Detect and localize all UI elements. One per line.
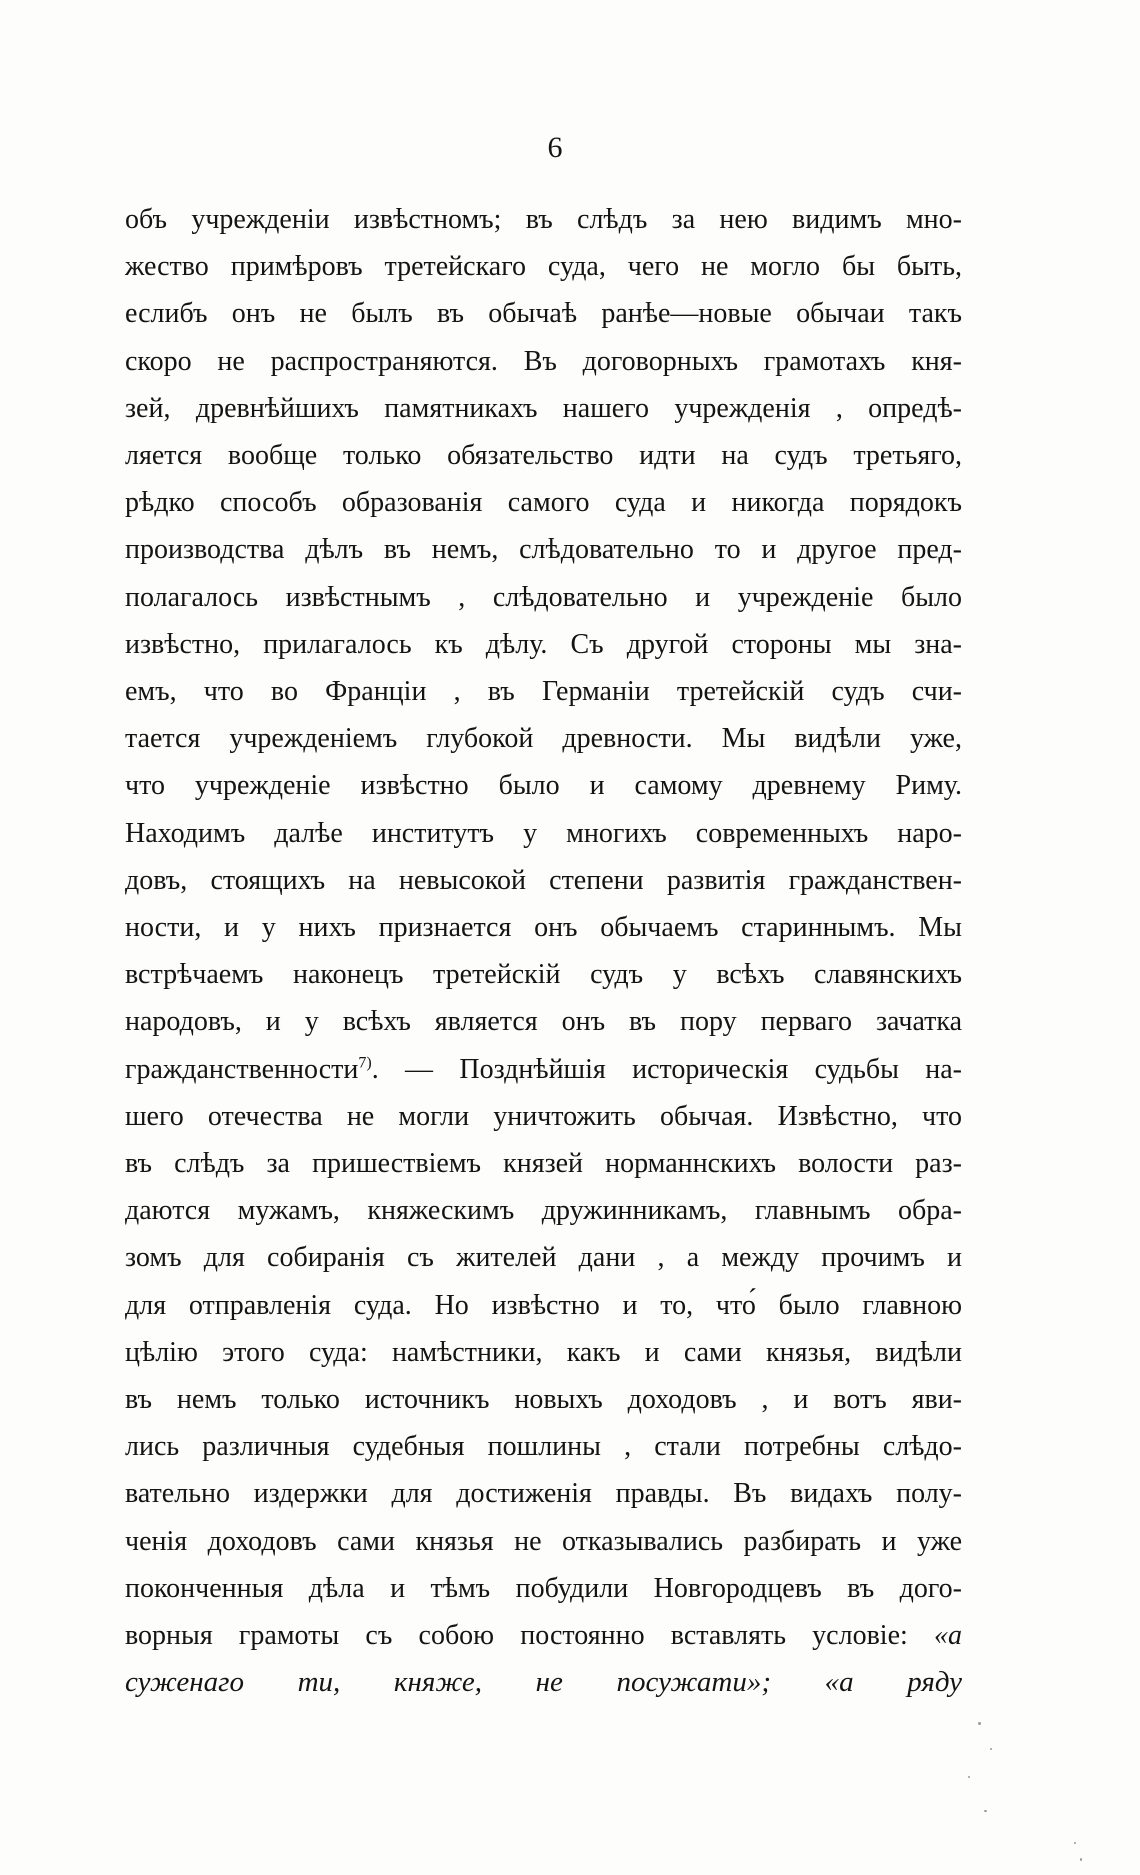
text-line: ченія доходовъ сами князья не отказывались разбирать и уже	[125, 1525, 962, 1557]
scan-speck	[1074, 1842, 1076, 1844]
text-line: зей, древнѣйшихъ памятникахъ нашего учрежденія , опредѣ-	[125, 392, 962, 424]
text-line: зомъ для собиранія съ жителей дани , а между прочимъ и	[125, 1242, 962, 1274]
text-line: Находимъ далѣе институтъ у многихъ современныхъ наро-	[125, 817, 962, 849]
text-line-with-quote	[125, 1612, 962, 1659]
text-line-with-footnote	[125, 1046, 962, 1093]
text-segment: гражданственности	[125, 1053, 359, 1085]
page-number: 6	[547, 131, 563, 164]
text-line: лись различныя судебныя пошлины , стали потребны слѣдо-	[125, 1431, 962, 1463]
text-line: полагалось извѣстнымъ , слѣдовательно и учрежденіе было	[125, 581, 962, 613]
text-line: шего отечества не могли уничтожить обычая. Извѣстно, что	[125, 1100, 962, 1132]
text-line: ности, и у нихъ признается онъ обычаемъ стариннымъ. Мы	[125, 912, 962, 944]
italic-quote-line: суженаго ти, княже, не посужати»; «а ряду	[125, 1666, 962, 1699]
text-line: въ немъ только источникъ новыхъ доходовъ , и вотъ яви-	[125, 1384, 962, 1416]
text-line: даются мужамъ, княжескимъ дружинникамъ, главнымъ обра-	[125, 1195, 962, 1227]
text-line: встрѣчаемъ наконецъ третейскій судъ у всѣхъ славянскихъ	[125, 959, 962, 991]
text-line: цѣлію этого суда: намѣстники, какъ и сами князья, видѣли	[125, 1336, 962, 1368]
scan-speck	[1080, 1858, 1082, 1861]
body-text	[125, 196, 962, 1707]
text-line: объ учрежденіи извѣстномъ; въ слѣдъ за нею видимъ мно-	[125, 204, 962, 235]
text-line: тается учрежденіемъ глубокой древности. Мы видѣли уже,	[125, 723, 962, 755]
text-line: еслибъ онъ не былъ въ обычаѣ ранѣе—новые обычаи такъ	[125, 298, 962, 330]
scan-speck	[990, 1748, 992, 1750]
text-line: довъ, стоящихъ на невысокой степени развитія гражданствен-	[125, 864, 962, 896]
text-segment: . — Позднѣйшія историческія судьбы на-	[371, 1053, 962, 1085]
text-line: поконченныя дѣла и тѣмъ побудили Новгородцевъ въ дого-	[125, 1572, 962, 1604]
footnote-ref: 7)	[358, 1054, 372, 1072]
text-line: въ слѣдъ за пришествіемъ князей норманнскихъ волости раз-	[125, 1148, 962, 1180]
text-line: извѣстно, прилагалось къ дѣлу. Съ другой стороны мы зна-	[125, 628, 962, 660]
text-line: ляется вообще только обязательство идти на судъ третьяго,	[125, 440, 962, 472]
text-line: для отправленія суда. Но извѣстно и то, что́ было главною	[125, 1289, 962, 1321]
text-line: производства дѣлъ въ немъ, слѣдовательно то и другое пред-	[125, 534, 962, 566]
text-line: вательно издержки для достиженія правды. Въ видахъ полу-	[125, 1478, 962, 1510]
text-line: народовъ, и у всѣхъ является онъ въ пору перваго зачатка	[125, 1006, 962, 1038]
text-line: скоро не распространяются. Въ договорныхъ грамотахъ кня-	[125, 345, 962, 377]
text-segment: ворныя грамоты съ собою постоянно вставлять условіе:	[125, 1620, 934, 1652]
scan-speck	[984, 1810, 987, 1812]
text-line: рѣдко способъ образованія самого суда и никогда порядокъ	[125, 487, 962, 519]
italic-quote-start: «а	[934, 1620, 962, 1652]
scan-speck	[978, 1722, 981, 1725]
text-line: что учрежденіе извѣстно было и самому древнему Риму.	[125, 770, 962, 802]
text-line: жество примѣровъ третейскаго суда, чего не могло бы быть,	[125, 251, 962, 283]
text-line: емъ, что во Франціи , въ Германіи третейскій судъ счи-	[125, 676, 962, 708]
scan-speck	[968, 1776, 970, 1778]
